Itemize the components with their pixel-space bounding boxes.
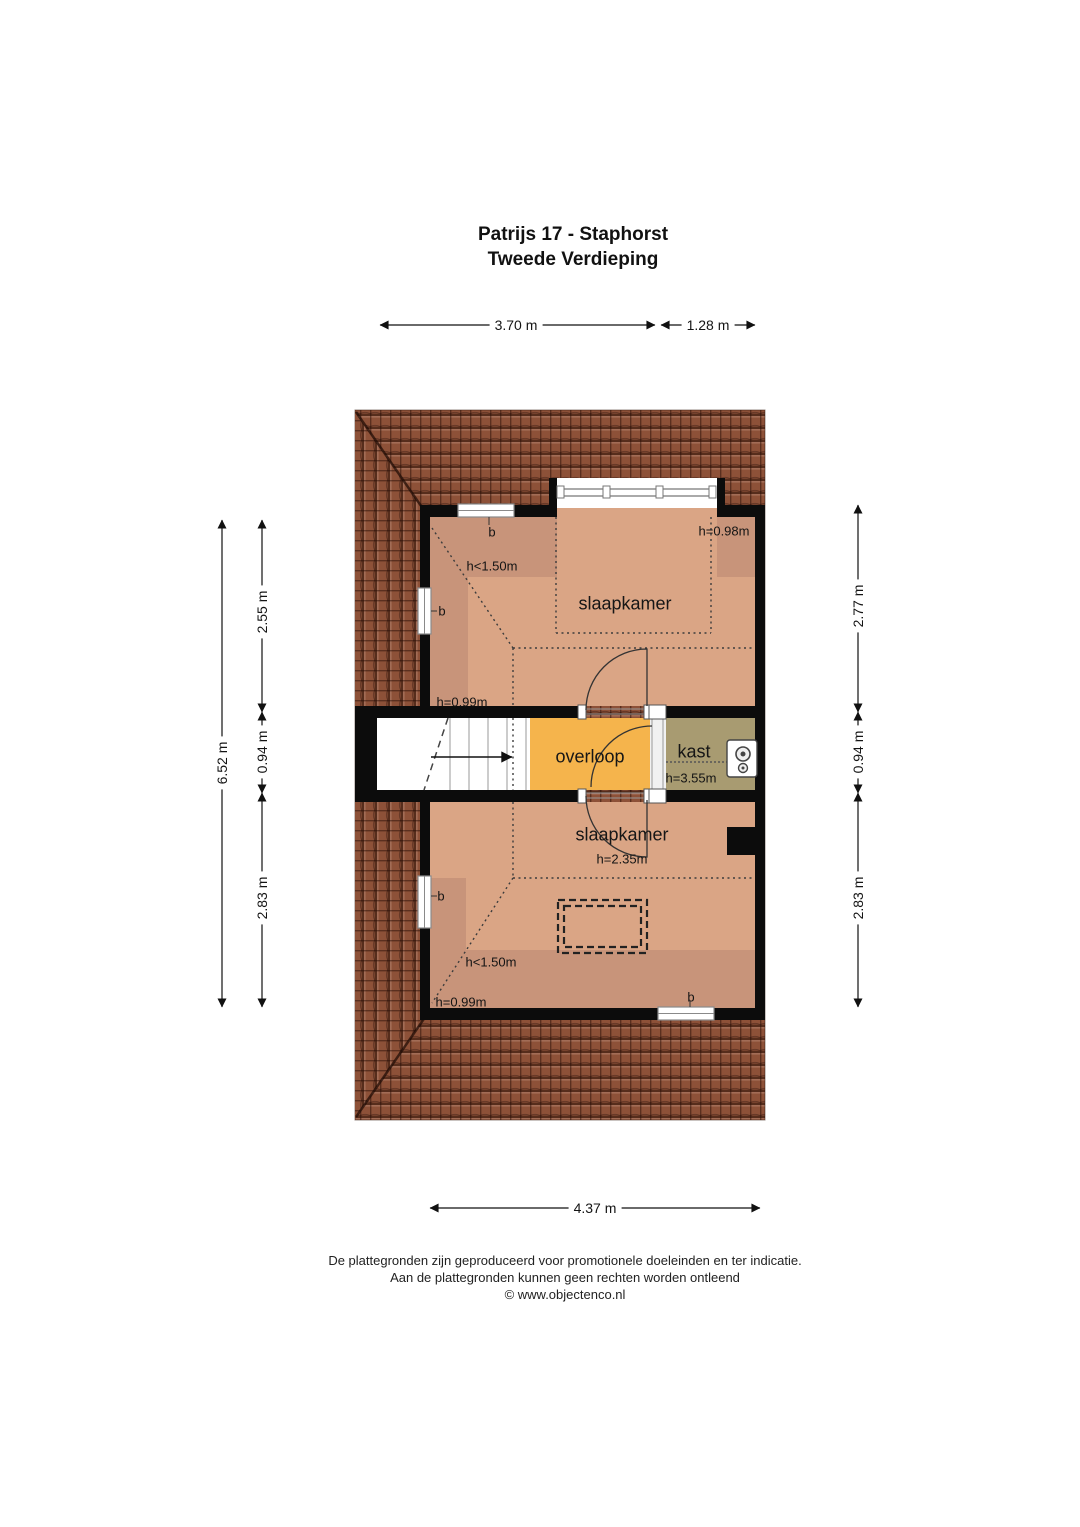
- disclaimer-line-1: De plattegronden zijn geproduceerd voor promotionele doeleinden en ter indicatie.: [328, 1253, 802, 1268]
- dim-label-top-1: 3.70 m: [490, 317, 543, 333]
- label-height-dormer: h=0.98m: [698, 523, 750, 539]
- window-mark-top: b: [488, 524, 496, 540]
- label-height-knee-bottom-left: h=0.99m: [435, 994, 487, 1010]
- label-bedroom-top: slaapkamer: [578, 593, 672, 614]
- dim-label-right-2: 0.94 m: [850, 726, 866, 779]
- disclaimer-line-2: Aan de plattegronden kunnen geen rechten worden ontleend: [390, 1270, 740, 1285]
- label-height-knee-top: h<1.50m: [466, 558, 518, 574]
- dormer-bay: [557, 478, 717, 508]
- dim-label-left-1: 2.55 m: [254, 586, 270, 639]
- label-height-stair-top-left: h=0.99m: [436, 694, 488, 710]
- boiler-icon: [727, 740, 757, 777]
- window-mark-left-lower: b: [437, 888, 445, 904]
- dim-label-left-outer: 6.52 m: [214, 737, 230, 790]
- label-height-knee-bottom: h<1.50m: [465, 954, 517, 970]
- dim-label-top-2: 1.28 m: [682, 317, 735, 333]
- dim-label-bottom: 4.37 m: [569, 1200, 622, 1216]
- dim-label-left-3: 2.83 m: [254, 872, 270, 925]
- label-closet: kast: [677, 741, 711, 762]
- dormer-opening-floor: [557, 507, 717, 519]
- label-height-closet: h=3.55m: [665, 770, 717, 786]
- wall-stair-top-right: [650, 706, 765, 718]
- label-landing: overloop: [555, 746, 625, 767]
- dim-label-right-1: 2.77 m: [850, 580, 866, 633]
- wall-stairwell-left: [355, 706, 377, 802]
- wall-stair-bottom-right: [650, 790, 765, 802]
- dim-label-left-2: 0.94 m: [254, 726, 270, 779]
- dim-label-right-3: 2.83 m: [850, 872, 866, 925]
- disclaimer: [328, 1252, 801, 1303]
- wall-stair-bottom-left: [355, 790, 582, 802]
- label-height-bedroom-bottom: h=2.35m: [596, 851, 648, 867]
- title-line-floor: Tweede Verdieping: [487, 249, 659, 270]
- wall-dormer-stub-left: [549, 478, 557, 517]
- bedroom-top-low-headroom-band-left: [430, 577, 468, 706]
- window-mark-bottom: b: [687, 989, 695, 1005]
- label-bedroom-bottom: slaapkamer: [575, 824, 669, 845]
- window-mark-left-upper: b: [438, 603, 446, 619]
- title-line-address: Patrijs 17 - Staphorst: [477, 224, 669, 245]
- bedroom-bottom-low-headroom-band-left: [430, 878, 466, 950]
- chimney: [727, 827, 757, 855]
- disclaimer-line-3: © www.objectenco.nl: [504, 1287, 626, 1302]
- wall-dormer-stub-right: [717, 478, 725, 517]
